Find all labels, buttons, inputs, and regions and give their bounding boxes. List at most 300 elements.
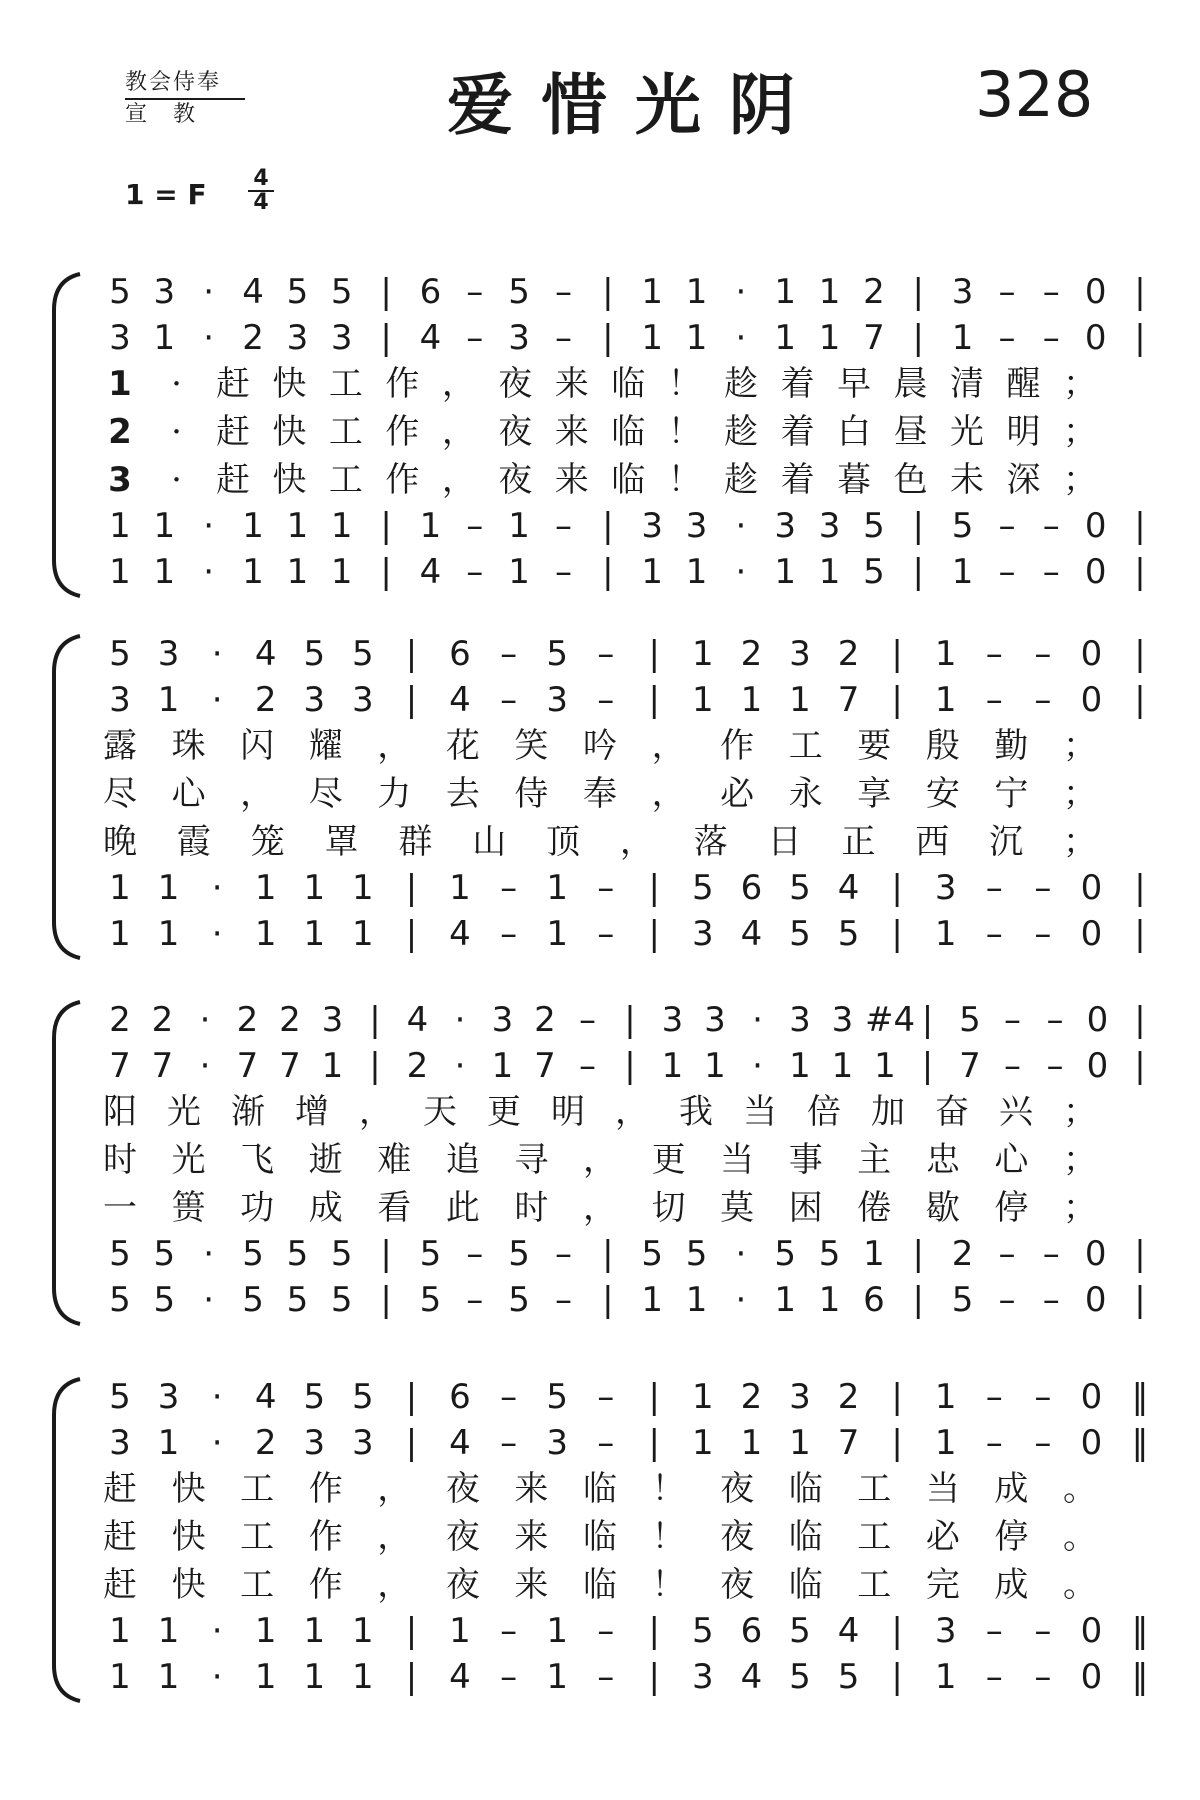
lyric-char: 成 bbox=[994, 1469, 1029, 1509]
note-token: – bbox=[500, 1611, 518, 1651]
note-token: 3 bbox=[109, 1423, 131, 1463]
lyric-char: ！ bbox=[651, 1517, 686, 1557]
bar-line: | bbox=[405, 914, 418, 954]
note-token: 1 bbox=[508, 506, 530, 546]
lyric-char: ！ bbox=[651, 1469, 686, 1509]
lyric-char: 趁 bbox=[724, 364, 759, 404]
lyric-char: ， bbox=[441, 460, 476, 500]
note-token: · bbox=[211, 634, 223, 674]
lyric-char: ； bbox=[1063, 460, 1097, 500]
lyric-char: 切 bbox=[651, 1188, 686, 1228]
lyric-char: 笼 bbox=[250, 822, 285, 862]
note-token: 3 bbox=[774, 506, 797, 546]
lyric-line bbox=[40, 1090, 1180, 1134]
note-token: · bbox=[211, 680, 223, 720]
note-token: 5 bbox=[546, 634, 568, 674]
lyric-char: 赶 bbox=[215, 412, 250, 452]
lyric-char: 临 bbox=[788, 1469, 823, 1509]
bar-line: | bbox=[1134, 272, 1146, 312]
note-token: 4 bbox=[740, 914, 763, 954]
note-token: 1 bbox=[934, 680, 957, 720]
note-token: 3 bbox=[109, 318, 131, 358]
note-token: 1 bbox=[774, 318, 797, 358]
lyric-char: ， bbox=[441, 412, 476, 452]
note-token: 5 bbox=[109, 1280, 131, 1320]
note-token: · bbox=[211, 1657, 223, 1697]
note-token: 1 bbox=[951, 552, 974, 592]
note-token: 1 bbox=[321, 1046, 344, 1086]
lyric-char: ； bbox=[1063, 1140, 1097, 1180]
note-token: – bbox=[597, 1611, 615, 1651]
note-token: · bbox=[211, 1423, 223, 1463]
note-token: 0 bbox=[1084, 1280, 1107, 1320]
note-token: 1 bbox=[303, 914, 326, 954]
note-token: 4 bbox=[419, 318, 442, 358]
bar-line: | bbox=[405, 1423, 418, 1463]
note-token: 4 bbox=[449, 1657, 471, 1697]
note-token: 0 bbox=[1080, 1657, 1103, 1697]
note-token: 1 bbox=[449, 1611, 471, 1651]
note-token: – bbox=[1042, 318, 1060, 358]
bar-line: | bbox=[602, 272, 614, 312]
note-token: 5 bbox=[959, 1000, 981, 1040]
note-token: 5 bbox=[546, 1377, 568, 1417]
note-token: 1 bbox=[685, 552, 708, 592]
note-token: – bbox=[1034, 1377, 1052, 1417]
note-token: 1 bbox=[692, 634, 714, 674]
lyric-char: 花 bbox=[445, 726, 480, 766]
bar-line: ‖ bbox=[1131, 1657, 1149, 1697]
bar-line: | bbox=[912, 1280, 924, 1320]
bar-line: | bbox=[648, 1611, 661, 1651]
note-token: 4 bbox=[837, 1611, 860, 1651]
notation-row-soprano bbox=[40, 1375, 1180, 1419]
bar-line: | bbox=[921, 1046, 934, 1086]
note-token: 1 bbox=[254, 914, 277, 954]
note-token: · bbox=[454, 1000, 466, 1040]
lyric-char: 尽 bbox=[103, 774, 137, 814]
note-token: 5 bbox=[789, 914, 811, 954]
note-token: 3 bbox=[109, 680, 131, 720]
note-token: 7 bbox=[534, 1046, 556, 1086]
note-token: 1 bbox=[109, 1657, 131, 1697]
note-token: 1 bbox=[934, 634, 957, 674]
note-token: 5 bbox=[774, 1234, 797, 1274]
note-token: 5 bbox=[863, 552, 885, 592]
lyric-char: 山 bbox=[472, 822, 507, 862]
note-token: 1 bbox=[704, 1046, 726, 1086]
note-token: – bbox=[500, 914, 518, 954]
lyric-line bbox=[40, 458, 1180, 502]
note-token: 1 bbox=[330, 506, 353, 546]
lyric-char: 一 bbox=[103, 1188, 137, 1228]
lyric-char: 顶 bbox=[546, 822, 581, 862]
lyric-char: 日 bbox=[767, 822, 802, 862]
bar-line: | bbox=[648, 1657, 661, 1697]
lyric-char: ； bbox=[1063, 726, 1097, 766]
note-token: – bbox=[579, 1000, 596, 1040]
category-line-1: 教会侍奉 bbox=[125, 68, 245, 100]
note-token: 1 bbox=[157, 1611, 180, 1651]
note-token: – bbox=[597, 914, 615, 954]
lyric-char: 光 bbox=[171, 1140, 206, 1180]
lyric-char: 来 bbox=[514, 1469, 549, 1509]
lyric-char: 快 bbox=[272, 460, 307, 500]
note-token: 4 bbox=[740, 1657, 763, 1697]
bar-line: ‖ bbox=[1131, 1423, 1149, 1463]
lyric-char: 作 bbox=[308, 1469, 343, 1509]
lyric-char: 白 bbox=[837, 412, 872, 452]
note-token: – bbox=[500, 1377, 518, 1417]
note-token: · bbox=[199, 1046, 211, 1086]
bar-line: | bbox=[405, 680, 418, 720]
lyric-char: 勤 bbox=[994, 726, 1029, 766]
note-token: 5 bbox=[692, 1611, 714, 1651]
notation-row-soprano bbox=[40, 998, 1180, 1042]
note-token: 1 bbox=[419, 506, 442, 546]
note-token: 1 bbox=[109, 1611, 131, 1651]
lyric-char: 夜 bbox=[720, 1517, 755, 1557]
note-token: – bbox=[985, 914, 1003, 954]
bar-line: | bbox=[602, 552, 614, 592]
note-token: – bbox=[998, 318, 1016, 358]
lyric-char: 临 bbox=[611, 364, 646, 404]
lyric-char: 着 bbox=[780, 364, 815, 404]
lyric-char: 加 bbox=[871, 1092, 905, 1132]
note-token: 5 bbox=[330, 1280, 353, 1320]
note-token: 5 bbox=[641, 1234, 663, 1274]
lyric-char: 工 bbox=[240, 1469, 275, 1509]
note-token: – bbox=[554, 272, 572, 312]
lyric-char: ， bbox=[651, 774, 686, 814]
lyric-char: 当 bbox=[925, 1469, 960, 1509]
bar-line: ‖ bbox=[1131, 1377, 1149, 1417]
lyric-char: ， bbox=[377, 1469, 412, 1509]
lyric-char: 渐 bbox=[231, 1092, 265, 1132]
note-token: 3 bbox=[831, 1000, 854, 1040]
lyric-char: ； bbox=[1063, 1188, 1097, 1228]
lyric-char: 快 bbox=[171, 1565, 206, 1605]
note-token: – bbox=[998, 552, 1016, 592]
lyric-char: 1 bbox=[108, 364, 132, 404]
lyric-char: 赶 bbox=[103, 1517, 137, 1557]
lyric-char: ！ bbox=[667, 412, 702, 452]
note-token: · bbox=[735, 552, 747, 592]
lyric-char: 逝 bbox=[308, 1140, 343, 1180]
lyric-char: 时 bbox=[103, 1140, 137, 1180]
lyric-char: 快 bbox=[171, 1517, 206, 1557]
lyric-char: 工 bbox=[328, 460, 363, 500]
note-token: 1 bbox=[286, 552, 309, 592]
lyric-char: 倦 bbox=[857, 1188, 892, 1228]
lyric-char: 完 bbox=[925, 1565, 960, 1605]
lyric-char: 困 bbox=[788, 1188, 823, 1228]
lyric-char: ， bbox=[377, 1517, 412, 1557]
note-token: 5 bbox=[837, 1657, 860, 1697]
bar-line: | bbox=[891, 1611, 903, 1651]
note-token: 1 bbox=[303, 868, 326, 908]
lyric-line bbox=[40, 1515, 1180, 1559]
lyric-line bbox=[40, 820, 1180, 864]
note-token: 4 bbox=[449, 680, 471, 720]
note-token: · bbox=[203, 506, 215, 546]
lyric-char: 快 bbox=[272, 412, 307, 452]
lyric-line bbox=[40, 410, 1180, 454]
note-token: 1 bbox=[109, 868, 131, 908]
note-token: · bbox=[735, 272, 747, 312]
bar-line: | bbox=[1134, 634, 1146, 674]
note-token: 1 bbox=[330, 552, 353, 592]
note-token: 1 bbox=[254, 868, 277, 908]
note-token: – bbox=[1042, 552, 1060, 592]
note-token: 6 bbox=[740, 1611, 763, 1651]
note-token: · bbox=[199, 1000, 211, 1040]
lyric-char: ， bbox=[583, 1188, 617, 1228]
note-token: 2 bbox=[406, 1046, 429, 1086]
lyric-char: ； bbox=[1063, 1092, 1097, 1132]
lyric-char: 。 bbox=[1063, 1565, 1097, 1605]
note-token: 0 bbox=[1080, 634, 1103, 674]
note-token: 2 bbox=[236, 1000, 259, 1040]
bar-line: | bbox=[380, 506, 392, 546]
note-token: · bbox=[211, 1377, 223, 1417]
note-token: 7 bbox=[837, 1423, 860, 1463]
note-token: 1 bbox=[153, 506, 176, 546]
bar-line: | bbox=[1134, 1046, 1146, 1086]
note-token: 5 bbox=[508, 272, 530, 312]
notation-row-soprano bbox=[40, 632, 1180, 676]
note-token: 4 bbox=[254, 634, 277, 674]
note-token: 7 bbox=[863, 318, 885, 358]
note-token: 5 bbox=[818, 1234, 841, 1274]
note-token: 0 bbox=[1084, 552, 1107, 592]
lyric-char: 寻 bbox=[514, 1140, 549, 1180]
note-token: 3 bbox=[789, 1000, 811, 1040]
note-token: 0 bbox=[1086, 1046, 1109, 1086]
note-token: – bbox=[554, 1280, 572, 1320]
bar-line: | bbox=[921, 1000, 934, 1040]
bar-line: | bbox=[1134, 506, 1146, 546]
note-token: 2 bbox=[151, 1000, 174, 1040]
bar-line: | bbox=[891, 914, 903, 954]
note-token: 5 bbox=[837, 914, 860, 954]
lyric-char: 增 bbox=[295, 1092, 329, 1132]
lyric-char: 露 bbox=[103, 726, 137, 766]
lyric-char: 此 bbox=[445, 1188, 480, 1228]
note-token: 2 bbox=[534, 1000, 556, 1040]
note-token: 5 bbox=[951, 506, 974, 546]
note-token: – bbox=[597, 1377, 615, 1417]
bar-line: | bbox=[405, 1657, 418, 1697]
bar-line: | bbox=[891, 868, 903, 908]
note-token: · bbox=[203, 1234, 215, 1274]
lyric-char: 宁 bbox=[994, 774, 1029, 814]
note-token: · bbox=[203, 552, 215, 592]
time-signature-bottom: 4 bbox=[253, 190, 269, 215]
note-token: 5 bbox=[109, 634, 131, 674]
note-token: – bbox=[998, 1280, 1016, 1320]
note-token: · bbox=[735, 318, 747, 358]
note-token: – bbox=[500, 634, 518, 674]
note-token: 0 bbox=[1080, 680, 1103, 720]
note-token: – bbox=[1042, 506, 1060, 546]
note-token: – bbox=[985, 1611, 1003, 1651]
note-token: 5 bbox=[508, 1280, 530, 1320]
lyric-char: ， bbox=[240, 774, 275, 814]
lyric-char: ； bbox=[1063, 364, 1097, 404]
lyric-char: 霞 bbox=[176, 822, 211, 862]
note-token: 6 bbox=[740, 868, 763, 908]
note-token: – bbox=[1034, 1423, 1052, 1463]
lyric-char: 来 bbox=[514, 1517, 549, 1557]
note-token: 3 bbox=[704, 1000, 726, 1040]
lyric-char: 尽 bbox=[308, 774, 343, 814]
lyric-char: 来 bbox=[554, 412, 589, 452]
lyric-char: 赶 bbox=[103, 1469, 137, 1509]
lyric-char: 着 bbox=[780, 460, 815, 500]
note-token: – bbox=[998, 506, 1016, 546]
lyric-char: 作 bbox=[385, 460, 420, 500]
note-token: 3 bbox=[692, 1657, 714, 1697]
bar-line: ‖ bbox=[1131, 1611, 1149, 1651]
notation-row-alto bbox=[40, 678, 1180, 722]
lyric-char: 夜 bbox=[445, 1517, 480, 1557]
bar-line: | bbox=[891, 634, 903, 674]
note-token: 1 bbox=[934, 914, 957, 954]
lyric-char: 更 bbox=[487, 1092, 521, 1132]
note-token: 7 bbox=[959, 1046, 981, 1086]
note-token: 3 bbox=[934, 1611, 957, 1651]
note-token: 1 bbox=[774, 1280, 797, 1320]
bar-line: | bbox=[602, 506, 614, 546]
note-token: · bbox=[752, 1046, 763, 1086]
lyric-char: 工 bbox=[240, 1565, 275, 1605]
lyric-char: 兴 bbox=[999, 1092, 1033, 1132]
note-token: 1 bbox=[692, 680, 714, 720]
note-token: 2 bbox=[740, 634, 763, 674]
lyric-char: 要 bbox=[857, 726, 892, 766]
note-token: 3 bbox=[789, 1377, 811, 1417]
note-token: 5 bbox=[286, 272, 309, 312]
note-token: 4 bbox=[254, 1377, 277, 1417]
lyric-char: 时 bbox=[514, 1188, 549, 1228]
note-token: – bbox=[998, 1234, 1016, 1274]
lyric-char: 临 bbox=[583, 1517, 617, 1557]
note-token: 1 bbox=[242, 506, 264, 546]
note-token: 0 bbox=[1080, 914, 1103, 954]
bar-line: | bbox=[912, 552, 924, 592]
note-token: – bbox=[1034, 868, 1052, 908]
bar-line: | bbox=[1134, 1000, 1146, 1040]
lyric-char: 夜 bbox=[445, 1469, 480, 1509]
note-token: 1 bbox=[352, 1657, 374, 1697]
lyric-char: 奋 bbox=[935, 1092, 969, 1132]
note-token: 3 bbox=[330, 318, 353, 358]
note-token: 3 bbox=[286, 318, 309, 358]
note-token: 7 bbox=[236, 1046, 259, 1086]
lyric-char: 篑 bbox=[171, 1188, 206, 1228]
note-token: 5 bbox=[419, 1280, 442, 1320]
lyric-char: 飞 bbox=[240, 1140, 275, 1180]
bar-line: | bbox=[380, 1280, 392, 1320]
lyric-char: 晨 bbox=[893, 364, 928, 404]
lyric-char: 工 bbox=[788, 726, 823, 766]
note-token: 4 bbox=[449, 914, 471, 954]
lyric-char: 追 bbox=[445, 1140, 480, 1180]
note-token: 1 bbox=[692, 1423, 714, 1463]
note-token: 3 bbox=[546, 1423, 568, 1463]
lyric-char: 光 bbox=[167, 1092, 201, 1132]
lyric-char: 工 bbox=[857, 1517, 892, 1557]
note-token: – bbox=[985, 1377, 1003, 1417]
note-token: 1 bbox=[157, 1657, 180, 1697]
note-token: 1 bbox=[303, 1611, 326, 1651]
lyric-char: 趁 bbox=[724, 460, 759, 500]
note-token: 3 bbox=[789, 634, 811, 674]
notation-row-bass bbox=[40, 1278, 1180, 1322]
note-token: – bbox=[1046, 1046, 1064, 1086]
bar-line: | bbox=[405, 1611, 418, 1651]
note-token: 1 bbox=[546, 1657, 568, 1697]
notation-row-tenor bbox=[40, 866, 1180, 910]
note-token: 1 bbox=[641, 318, 663, 358]
note-token: – bbox=[1034, 914, 1052, 954]
lyric-char: 晚 bbox=[103, 822, 137, 862]
notation-row-bass bbox=[40, 1655, 1180, 1699]
bar-line: | bbox=[912, 318, 924, 358]
lyric-char: 快 bbox=[272, 364, 307, 404]
note-token: 5 bbox=[242, 1280, 264, 1320]
note-token: 0 bbox=[1080, 868, 1103, 908]
lyric-char: 天 bbox=[423, 1092, 457, 1132]
note-token: – bbox=[597, 634, 615, 674]
bar-line: | bbox=[1134, 1280, 1146, 1320]
note-token: 1 bbox=[692, 1377, 714, 1417]
note-token: 5 bbox=[303, 634, 326, 674]
bar-line: | bbox=[912, 1234, 924, 1274]
bar-line: | bbox=[380, 272, 392, 312]
lyric-char: 临 bbox=[788, 1517, 823, 1557]
bar-line: | bbox=[1134, 318, 1146, 358]
lyric-char: 心 bbox=[171, 774, 206, 814]
note-token: – bbox=[985, 680, 1003, 720]
note-token: 1 bbox=[153, 552, 176, 592]
lyric-char: 成 bbox=[308, 1188, 343, 1228]
lyric-char: 工 bbox=[328, 364, 363, 404]
bar-line: | bbox=[405, 634, 418, 674]
note-token: 4 bbox=[242, 272, 264, 312]
note-token: · bbox=[211, 1611, 223, 1651]
note-token: 0 bbox=[1080, 1423, 1103, 1463]
bar-line: | bbox=[380, 318, 392, 358]
note-token: 1 bbox=[685, 272, 708, 312]
note-token: 2 bbox=[837, 1377, 860, 1417]
bar-line: | bbox=[602, 1280, 614, 1320]
lyric-char: 早 bbox=[837, 364, 872, 404]
note-token: – bbox=[985, 868, 1003, 908]
lyric-char: 停 bbox=[994, 1188, 1029, 1228]
note-token: 5 bbox=[789, 1611, 811, 1651]
notation-row-tenor bbox=[40, 1609, 1180, 1653]
note-token: 1 bbox=[661, 1046, 684, 1086]
lyric-char: 3 bbox=[108, 460, 132, 500]
note-token: – bbox=[554, 1234, 572, 1274]
note-token: – bbox=[466, 1234, 484, 1274]
note-token: 1 bbox=[934, 1377, 957, 1417]
lyric-line bbox=[40, 772, 1180, 816]
note-token: 3 bbox=[303, 680, 326, 720]
note-token: – bbox=[1042, 272, 1060, 312]
